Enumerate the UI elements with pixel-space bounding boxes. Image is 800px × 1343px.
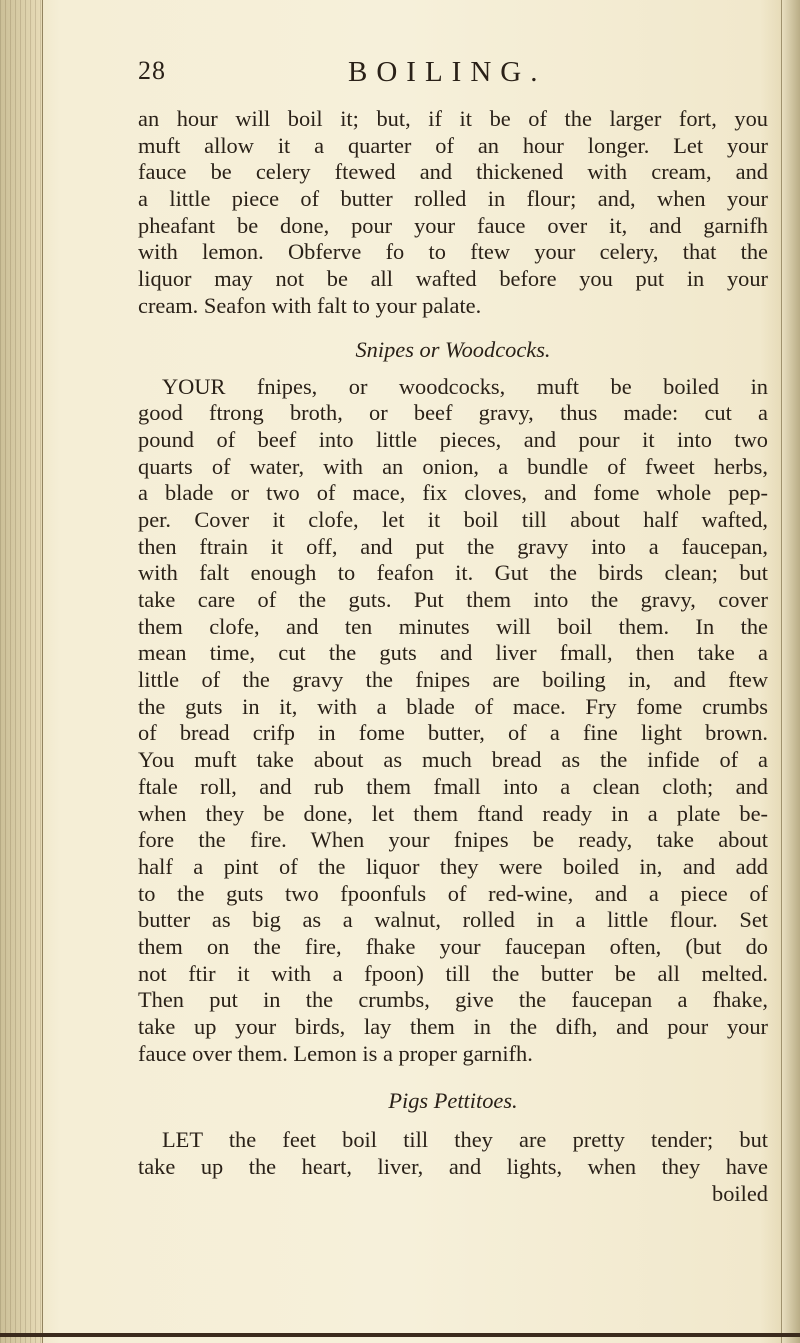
text-line: half a pint of the liquor they were boiled in, and add	[138, 853, 768, 879]
text-line: good ftrong broth, or beef gravy, thus made: cut a	[138, 400, 768, 426]
text-line: when they be done, let them ftand ready in a plate be-	[138, 800, 768, 826]
section-heading-pigs-pettitoes: Pigs Pettitoes.	[388, 1088, 518, 1114]
paragraph-boiled-pheasant	[138, 106, 768, 320]
text-line: take up your birds, lay them in the difh, and pour your	[138, 1014, 768, 1039]
text-line: an hour will boil it; but, if it be of the larger fort, you	[138, 106, 768, 131]
text-line: pound of beef into little pieces, and pour it into two	[138, 426, 768, 452]
text-line: with lemon. Obferve fo to ftew your celery, that the	[138, 239, 768, 265]
text-line: pheafant be done, pour your fauce over it, and garnifh	[138, 212, 768, 238]
text-line: then ftrain it off, and put the gravy into a faucepan,	[138, 533, 768, 559]
text-line: YOUR fnipes, or woodcocks, muft be boiled in	[162, 373, 768, 399]
text-line: LET the feet boil till they are pretty tender; but	[162, 1127, 768, 1153]
section-heading-snipes: Snipes or Woodcocks.	[355, 336, 551, 362]
text-line: fauce over them. Lemon is a proper garnifh.	[138, 1040, 533, 1066]
text-line: a blade or two of mace, fix cloves, and fome whole pep-	[138, 480, 768, 506]
page-edge-right	[781, 0, 800, 1343]
text-line: liquor may not be all wafted before you put in your	[138, 266, 768, 292]
paragraph-snipes	[138, 374, 768, 1068]
text-line: quarts of water, with an onion, a bundle of fweet herbs,	[138, 453, 768, 479]
page-header	[138, 56, 768, 96]
text-line: mean time, cut the guts and liver fmall, then take a	[138, 640, 768, 666]
page-gutter-left	[0, 0, 43, 1343]
text-line: little of the gravy the fnipes are boiling in, and ftew	[138, 667, 768, 693]
text-line: the guts in it, with a blade of mace. Fry fome crumbs	[138, 693, 768, 719]
text-line: not ftir it with a fpoon) till the butter be all melted.	[138, 960, 768, 986]
text-line: them on the fire, fhake your faucepan often, (but do	[138, 933, 768, 959]
text-line: Then put in the crumbs, give the faucepan a fhake,	[138, 987, 768, 1013]
text-line: You muft take about as much bread as the infide of a	[138, 747, 768, 773]
page-text	[138, 106, 768, 1207]
text-line: muft allow it a quarter of an hour longer. Let your	[138, 132, 768, 158]
text-line: a little piece of butter rolled in flour; and, when your	[138, 186, 768, 212]
text-line: them clofe, and ten minutes will boil them. In the	[138, 613, 768, 639]
text-line: fore the fire. When your fnipes be ready, take about	[138, 827, 768, 853]
text-line: of bread crifp in fome butter, of a fine light brown.	[138, 720, 768, 746]
bottom-edge-rule	[0, 1333, 800, 1337]
running-head: BOILING.	[348, 56, 547, 88]
catchword: boiled	[712, 1180, 768, 1206]
text-line: ftale roll, and rub them fmall into a clean cloth; and	[138, 773, 768, 799]
page-number: 28	[138, 56, 166, 85]
text-line: take care of the guts. Put them into the gravy, cover	[138, 587, 768, 612]
text-line: cream. Seafon with falt to your palate.	[138, 292, 482, 318]
text-line: per. Cover it clofe, let it boil till about half wafted,	[138, 506, 768, 532]
text-line: with falt enough to feafon it. Gut the birds clean; but	[138, 560, 768, 586]
text-line: butter as big as a walnut, rolled in a little flour. Set	[138, 907, 768, 933]
text-line: fauce be celery ftewed and thickened with cream, and	[138, 159, 768, 185]
paragraph-pigs-pettitoes	[138, 1127, 768, 1180]
text-line: take up the heart, liver, and lights, when they have	[138, 1154, 768, 1180]
text-line: to the guts two fpoonfuls of red-wine, and a piece of	[138, 880, 768, 906]
